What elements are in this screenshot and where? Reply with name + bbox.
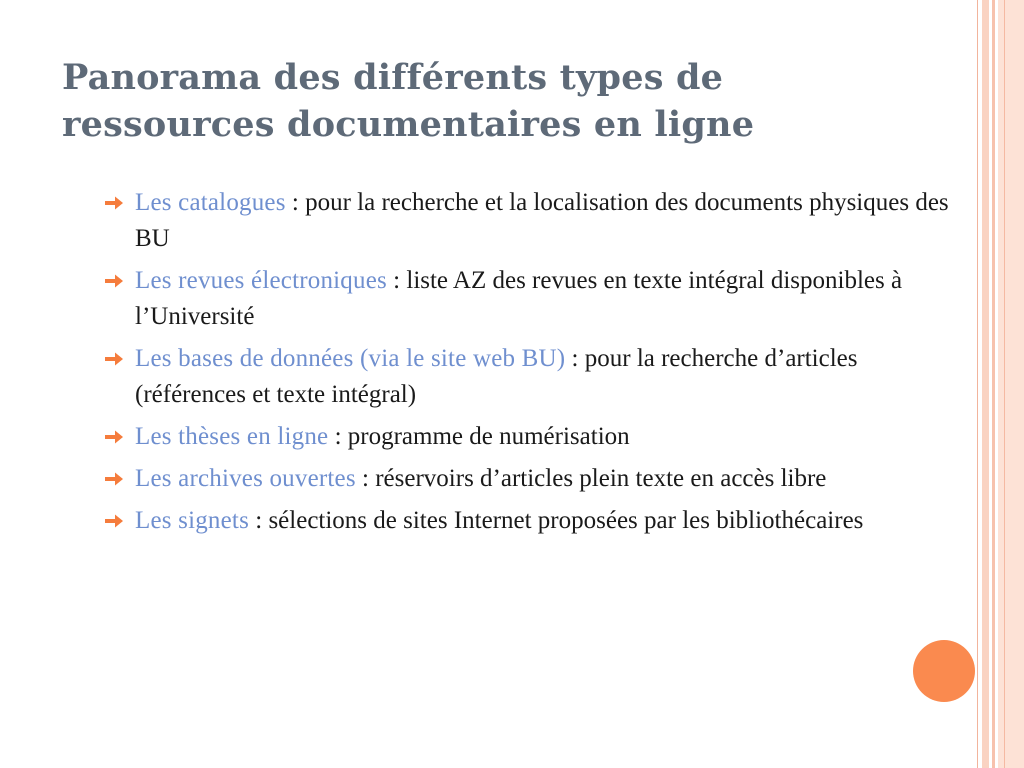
arrow-right-icon bbox=[104, 351, 124, 367]
slide-title bbox=[62, 54, 942, 148]
arrow-right-icon bbox=[104, 195, 124, 211]
decorative-circle bbox=[913, 640, 975, 702]
arrow-right-icon bbox=[104, 471, 124, 487]
bullet-item-catalogues bbox=[104, 185, 954, 257]
bullet-description: : sélections de sites Internet proposées par les bibliothécaires bbox=[249, 507, 864, 534]
decorative-stripe bbox=[998, 0, 1024, 768]
decorative-stripe bbox=[992, 0, 995, 768]
bullet-label: Les signets bbox=[135, 507, 249, 534]
arrow-right-icon bbox=[104, 273, 124, 289]
decorative-stripe bbox=[977, 0, 978, 768]
bullet-description: : pour la recherche et la localisation des documents physiques des BU bbox=[135, 189, 949, 252]
arrow-right-icon bbox=[104, 513, 124, 529]
bullet-description: : liste AZ des revues en texte intégral disponibles à l’Université bbox=[135, 267, 903, 330]
decorative-stripe bbox=[982, 0, 989, 768]
bullet-label: Les archives ouvertes bbox=[135, 465, 356, 492]
bullet-description: : pour la recherche d’articles (références et texte intégral) bbox=[135, 345, 858, 408]
bullet-item-revues bbox=[104, 263, 954, 335]
bullet-description: : programme de numérisation bbox=[328, 423, 630, 450]
slide-title-line-2: ressources documentaires en ligne bbox=[62, 104, 755, 145]
bullet-item-bases bbox=[104, 341, 954, 413]
bullet-item-theses bbox=[104, 419, 954, 455]
bullet-item-signets bbox=[104, 503, 954, 539]
arrow-right-icon bbox=[104, 429, 124, 445]
decorative-stripe bbox=[1004, 0, 1005, 768]
bullet-label: Les bases de données (via le site web BU) bbox=[135, 345, 566, 372]
bullet-label: Les thèses en ligne bbox=[135, 423, 329, 450]
slide-title-line-1: Panorama des différents types de bbox=[62, 57, 724, 98]
bullet-label: Les revues électroniques bbox=[135, 267, 387, 294]
bullet-description: : réservoirs d’articles plein texte en accès libre bbox=[355, 465, 827, 492]
bullet-item-archives bbox=[104, 461, 954, 497]
bullet-label: Les catalogues bbox=[135, 189, 286, 216]
bullet-list bbox=[104, 185, 954, 545]
